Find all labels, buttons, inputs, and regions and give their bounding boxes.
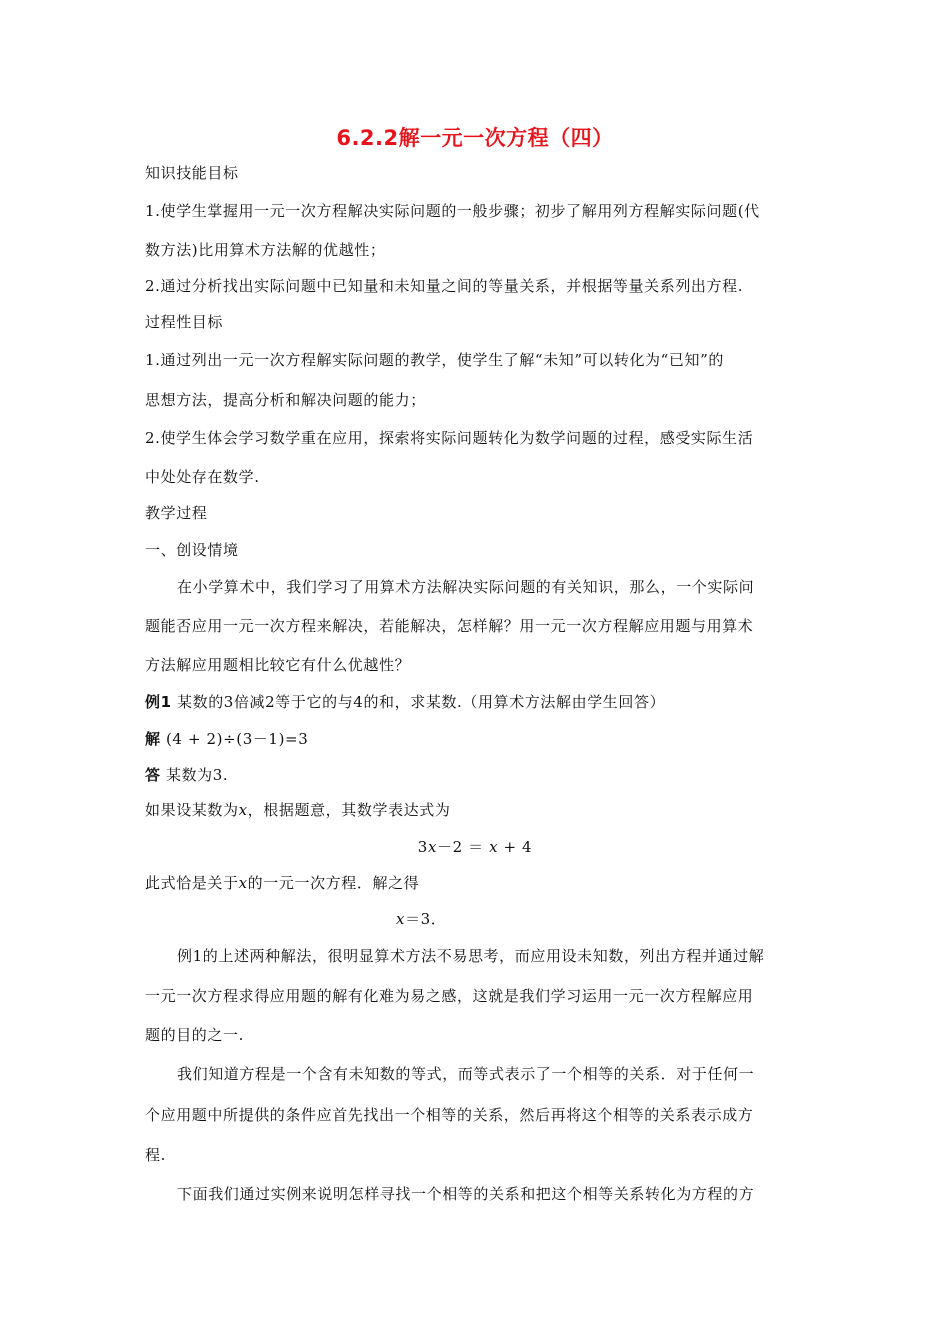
solution xyxy=(145,729,815,749)
solution-text: (4 + 2)÷(3－1)=3 xyxy=(160,730,309,748)
answer-label: 答 xyxy=(145,766,161,784)
solve-variable: x xyxy=(238,874,248,892)
equation-variable-right: x xyxy=(489,838,499,856)
paragraph-a-line-3: 题的目的之一. xyxy=(145,1026,244,1044)
setup-sentence xyxy=(145,800,815,820)
paragraph-a-line-1: 例1的上述两种解法，很明显算术方法不易思考，而应用设未知数，列出方程并通过解 xyxy=(177,947,765,965)
solve-sentence xyxy=(145,873,815,893)
equation-right: + 4 xyxy=(498,838,533,856)
page-title: 6.2.2解一元一次方程（四） xyxy=(336,126,614,150)
paragraph-b-line-1: 我们知道方程是一个含有未知数的等式，而等式表示了一个相等的关系．对于任何一 xyxy=(177,1065,755,1083)
example-1-label: 例1 xyxy=(145,693,172,711)
paragraph-b-line-3: 程. xyxy=(145,1146,166,1164)
result-value: ＝3． xyxy=(405,910,447,928)
intro-line-2: 题能否应用一元一次方程来解决，若能解决，怎样解？用一元一次方程解应用题与用算术 xyxy=(145,617,754,635)
process-item-2-line-2: 中处处存在数学. xyxy=(145,468,260,486)
process-item-1-line-2: 思想方法，提高分析和解决问题的能力； xyxy=(145,391,426,409)
teaching-heading: 教学过程 xyxy=(145,504,208,522)
equation-middle: －2 ＝ xyxy=(437,838,490,856)
process-heading: 过程性目标 xyxy=(145,313,224,331)
knowledge-heading: 知识技能目标 xyxy=(145,164,239,182)
example-1 xyxy=(145,692,815,712)
paragraph-b-line-2: 个应用题中所提供的条件应首先找出一个相等的关系，然后再将这个相等的关系表示成方 xyxy=(145,1106,754,1124)
equation xyxy=(0,837,950,857)
intro-line-3: 方法解应用题相比较它有什么优越性？ xyxy=(145,656,411,674)
process-item-2-line-1: 2.使学生体会学习数学重在应用，探索将实际问题转化为数学问题的过程，感受实际生活 xyxy=(145,429,754,447)
paragraph-a-line-2: 一元一次方程求得应用题的解有化难为易之感，这就是我们学习运用一元一次方程解应用 xyxy=(145,987,754,1005)
example-1-text: 某数的3倍减2等于它的与4的和，求某数.（用算术方法解由学生回答） xyxy=(171,693,666,711)
variable-x: x xyxy=(238,801,248,819)
knowledge-item-1-line-2: 数方法)比用算术方法解的优越性； xyxy=(145,241,386,259)
solution-label: 解 xyxy=(145,730,161,748)
result xyxy=(396,909,596,929)
knowledge-item-2: 2.通过分析找出实际问题中已知量和未知量之间的等量关系，并根据等量关系列出方程. xyxy=(145,277,744,295)
section-heading-1: 一、创设情境 xyxy=(145,541,239,559)
answer xyxy=(145,765,815,785)
paragraph-c-line-1: 下面我们通过实例来说明怎样寻找一个相等的关系和把这个相等关系转化为方程的方 xyxy=(177,1185,755,1203)
equation-coefficient: 3 xyxy=(417,838,428,856)
equation-variable-left: x xyxy=(427,838,437,856)
result-variable: x xyxy=(396,910,406,928)
intro-line-1: 在小学算术中，我们学习了用算术方法解决实际问题的有关知识，那么，一个实际问 xyxy=(177,578,755,596)
setup-suffix: ，根据题意，其数学表达式为 xyxy=(247,801,451,819)
setup-prefix: 如果设某数为 xyxy=(145,801,239,819)
knowledge-item-1-line-1: 1.使学生掌握用一元一次方程解决实际问题的一般步骤；初步了解用列方程解实际问题(代 xyxy=(145,202,760,220)
solve-prefix: 此式恰是关于 xyxy=(145,874,239,892)
process-item-1-line-1: 1.通过列出一元一次方程解实际问题的教学，使学生了解“未知”可以转化为“已知”的 xyxy=(145,351,724,369)
solve-suffix: 的一元一次方程．解之得 xyxy=(247,874,420,892)
answer-text: 某数为3. xyxy=(160,766,229,784)
